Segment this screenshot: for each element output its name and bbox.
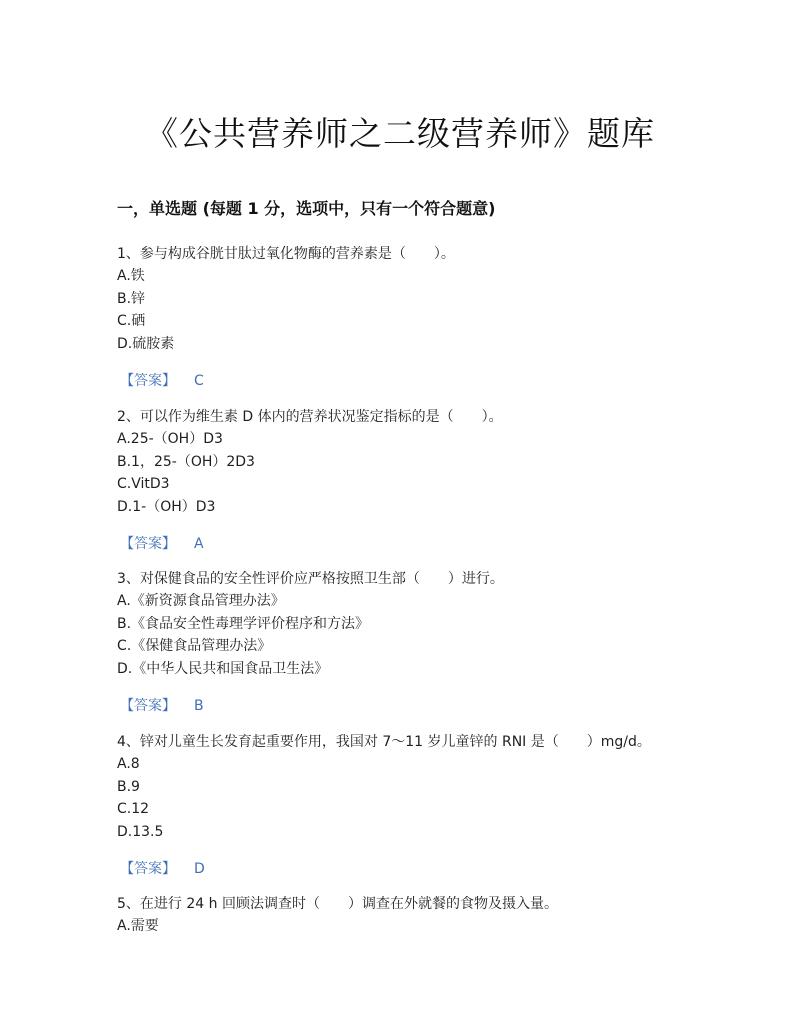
answer-label: 【答案】 (120, 861, 176, 877)
option-c: C.硒 (117, 313, 146, 329)
option-d: D.13.5 (117, 823, 164, 840)
question-stem: 5、在进行 24 h 回顾法调查时（ ）调查在外就餐的食物及摄入量。 (117, 896, 558, 912)
option-d: D.《中华人民共和国食品卫生法》 (117, 660, 329, 677)
option-a: A.《新资源食品管理办法》 (117, 593, 285, 609)
answer-4 (120, 858, 205, 878)
answer-value: A (194, 536, 204, 552)
question-5 (117, 893, 717, 938)
option-c: C.VitD3 (117, 476, 170, 492)
option-a: A.需要 (117, 918, 159, 934)
option-c: C.《保健食品管理办法》 (117, 638, 272, 654)
option-a: A.铁 (117, 268, 145, 284)
answer-label: 【答案】 (120, 373, 176, 389)
option-b: B.1，25-（OH）2D3 (117, 453, 255, 470)
document-title: 《公共营养师之二级营养师》题库 (145, 114, 655, 153)
question-stem: 3、对保健食品的安全性评价应严格按照卫生部（ ）进行。 (117, 571, 504, 587)
question-3 (117, 568, 717, 680)
question-4 (117, 731, 717, 843)
option-b: B.锌 (117, 290, 146, 307)
question-stem: 1、参与构成谷胱甘肽过氧化物酶的营养素是（ ）。 (117, 246, 455, 262)
question-1 (117, 243, 717, 355)
question-stem: 2、可以作为维生素 D 体内的营养状况鉴定指标的是（ ）。 (117, 409, 503, 425)
answer-value: B (194, 698, 204, 714)
option-b: B.《食品安全性毒理学评价程序和方法》 (117, 615, 370, 632)
section-heading: 一，单选题 (每题 1 分，选项中，只有一个符合题意) (117, 199, 496, 218)
answer-3 (120, 695, 204, 715)
option-c: C.12 (117, 801, 150, 817)
question-2 (117, 406, 717, 518)
question-stem: 4、锌对儿童生长发育起重要作用，我国对 7～11 岁儿童锌的 RNI 是（ ）mg/d。 (117, 734, 651, 750)
option-d: D.1-（OH）D3 (117, 498, 216, 515)
option-b: B.9 (117, 778, 140, 795)
option-a: A.8 (117, 756, 140, 772)
option-a: A.25-（OH）D3 (117, 431, 223, 447)
answer-label: 【答案】 (120, 698, 176, 714)
answer-value: D (194, 861, 205, 877)
answer-2 (120, 533, 204, 553)
answer-value: C (194, 373, 204, 389)
answer-1 (120, 370, 204, 390)
answer-label: 【答案】 (120, 536, 176, 552)
option-d: D.硫胺素 (117, 335, 175, 352)
